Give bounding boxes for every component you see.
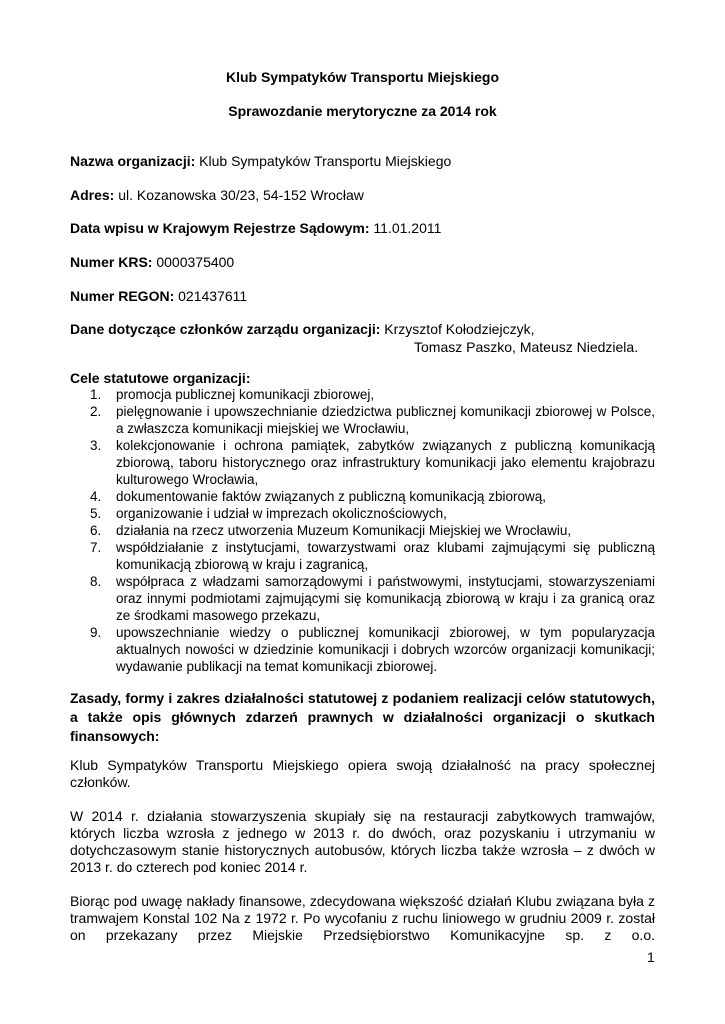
krs-date-value: 11.01.2011 [369, 220, 442, 236]
goal-number: 5. [90, 506, 102, 521]
goal-item [70, 505, 655, 522]
goal-item [70, 573, 655, 624]
goal-text: upowszechnianie wiedzy o publicznej komunikacji zbiorowej, w tym popularyzacja aktualnych nowości w dziedzinie komunikacji i dobrych wzorców organizacji komunikacji; wydawanie publikacji na temat komunikacji zbiorowej. [116, 625, 655, 674]
regon-number-label: Numer REGON: [70, 288, 175, 304]
goal-number: 1. [90, 387, 102, 402]
goal-number: 9. [90, 625, 102, 640]
goal-text: promocja publicznej komunikacji zbiorowej, [116, 387, 375, 402]
goal-number: 2. [90, 404, 102, 419]
goal-text: współpraca z władzami samorządowymi i państwowymi, instytucjami, stowarzyszeniami oraz innymi podmiotami zajmującymi się komunikacją zbiorową w kraju i za granicą oraz ze środkami masowego przekazu, [116, 574, 655, 623]
address-field [70, 187, 655, 203]
address-label: Adres: [70, 187, 115, 203]
goal-item [70, 488, 655, 505]
board-members-value-1: Krzysztof Kołodziejczyk, [380, 321, 535, 337]
regon-number-value: 021437611 [174, 288, 248, 304]
goal-number: 8. [90, 574, 102, 589]
goal-number: 3. [90, 438, 102, 453]
paragraph-3: Biorąc pod uwagę nakłady finansowe, zdecydowana większość działań Klubu związana była z tramwajem Konstal 102 Na z 1972 r. Po wycofaniu z ruchu liniowego w grudniu 2009 r. został on przekazany przez Miejskie Przedsiębiorstwo Komunikacyjne sp. z o.o. [70, 893, 655, 943]
goal-number: 6. [90, 523, 102, 538]
paragraph-2: W 2014 r. działania stowarzyszenia skupiały się na restauracji zabytkowych tramwajów, których liczba wzrosła z jednego w 2013 r. do dwóch, oraz pozyskaniu i utrzymaniu w dotychczasowym stanie historycznych autobusów, których liczba także wzrosła – z dwóch w 2013 r. do czterech pod koniec 2014 r. [70, 808, 655, 875]
goal-item [70, 539, 655, 573]
krs-date-label: Data wpisu w Krajowym Rejestrze Sądowym: [70, 220, 370, 236]
goal-text: pielęgnowanie i upowszechnianie dziedzictwa publicznej komunikacji zbiorowej w Polsce, a zwłaszcza komunikacji miejskiej we Wrocławiu, [116, 404, 655, 436]
organization-title: Klub Sympatyków Transportu Miejskiego [225, 69, 500, 85]
board-members-value-2: Tomasz Paszko, Mateusz Niedziela. [414, 339, 639, 355]
goal-item [70, 386, 655, 403]
statutory-activity-heading: Zasady, formy i zakres działalności statutowej z podaniem realizacji celów statutowych, a także opis głównych zdarzeń prawnych w działalności organizacji o skutkach finansowych: [70, 690, 655, 744]
statutory-goals-list [70, 386, 655, 675]
goal-text: działania na rzecz utworzenia Muzeum Komunikacji Miejskiej we Wrocławiu, [116, 523, 572, 538]
goal-text: współdziałanie z instytucjami, towarzystwami oraz klubami zajmującymi się publiczną komunikacją zbiorową w kraju i zagranicą, [116, 540, 655, 572]
organization-name-field [70, 153, 655, 169]
krs-number-value: 0000375400 [152, 254, 235, 270]
krs-number-field [70, 254, 655, 270]
goal-text: kolekcjonowanie i ochrona pamiątek, zabytków związanych z publiczną komunikacją zbiorową, taboru historycznego oraz infrastruktury komunikacji jako elementu krajobrazu kulturowego Wrocławia, [116, 438, 655, 487]
goal-item [70, 403, 655, 437]
report-title: Sprawozdanie merytoryczne za 2014 rok [228, 103, 497, 119]
board-members-field [70, 321, 655, 337]
krs-number-label: Numer KRS: [70, 254, 153, 270]
goal-number: 7. [90, 540, 102, 555]
organization-name-label: Nazwa organizacji: [70, 153, 196, 169]
regon-number-field [70, 288, 655, 304]
organization-name-value: Klub Sympatyków Transportu Miejskiego [195, 153, 452, 169]
address-value: ul. Kozanowska 30/23, 54-152 Wrocław [114, 187, 364, 203]
goal-item [70, 522, 655, 539]
statutory-goals-heading: Cele statutowe organizacji: [70, 370, 251, 386]
goal-number: 4. [90, 489, 102, 504]
goal-text: dokumentowanie faktów związanych z publiczną komunikacją zbiorową, [116, 489, 546, 504]
goal-item [70, 437, 655, 488]
goal-item [70, 624, 655, 675]
page-number: 1 [647, 949, 655, 965]
paragraph-1: Klub Sympatyków Transportu Miejskiego opiera swoją działalność na pracy społecznej członków. [70, 757, 655, 790]
krs-date-field [70, 220, 655, 236]
goal-text: organizowanie i udział w imprezach okolicznościowych, [116, 506, 447, 521]
board-members-label: Dane dotyczące członków zarządu organizacji: [70, 321, 381, 337]
